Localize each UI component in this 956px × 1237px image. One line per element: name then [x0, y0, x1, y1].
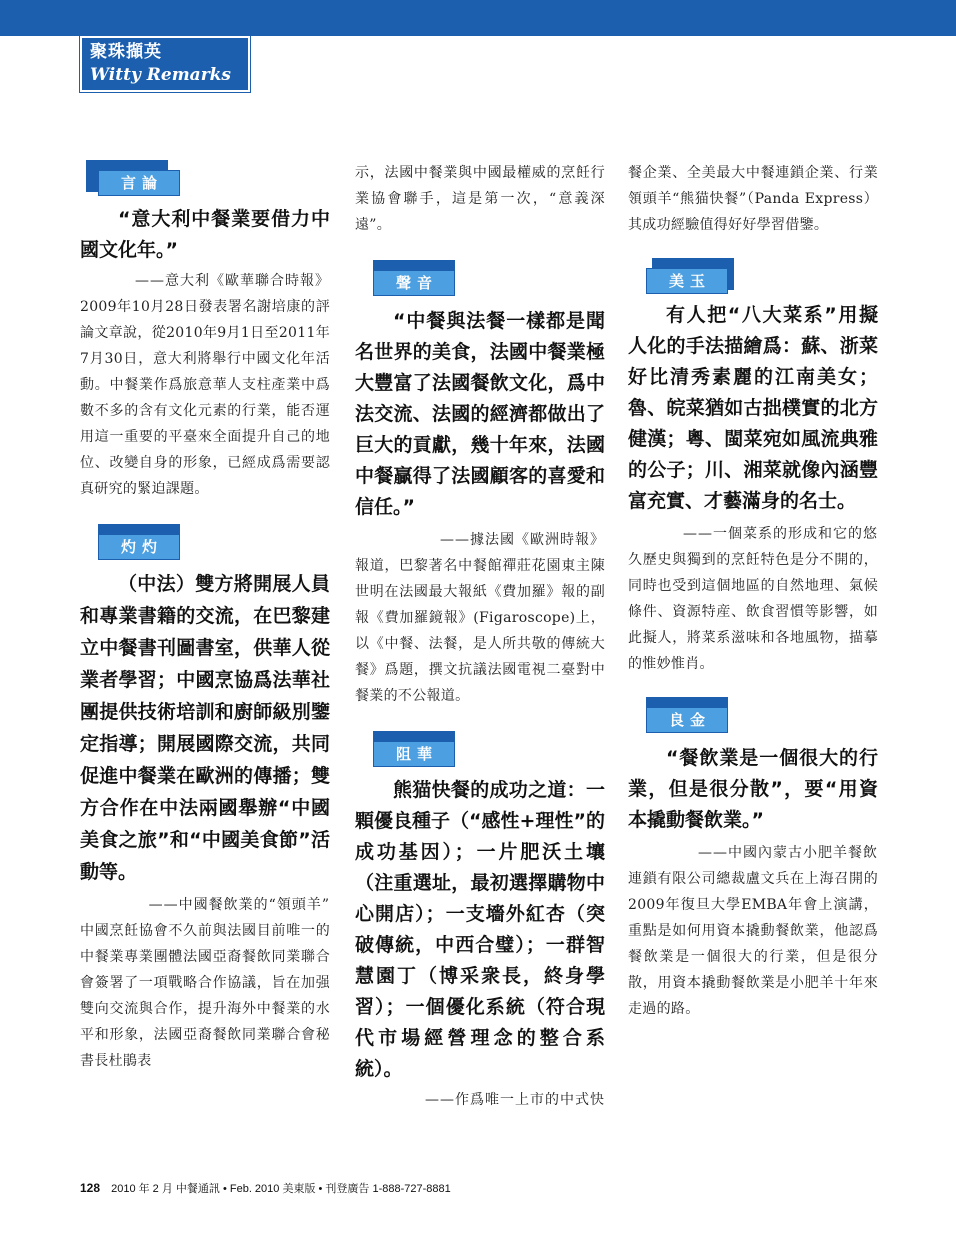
section-title-en: Witty Remarks [90, 65, 232, 85]
quote-sino-french: （中法）雙方將開展人員和專業書籍的交流，在巴黎建立中餐書刊圖書室，供華人從業者學習；中國烹協爲法華社團提供技術培訓和廚師級別鑒定指導；開展國際交流，共同促進中餐業在歐洲的傳播；雙方合作在中法兩國舉辦“中國美食之旅”和“中國美食節”活動等。 [80, 573, 330, 883]
source-cuisine: ——一個菜系的形成和它的悠 [683, 526, 878, 542]
column-3 [628, 160, 878, 1022]
body-cooperation: 中國烹飪協會不久前與法國目前唯一的中餐業專業團體法國亞裔餐飲同業聯合會簽署了一項戰略合作協議，旨在加强雙向交流與合作，提升海外中餐業的水平和形象，法國亞裔餐飲同業聯合會秘書長杜鵑表 [80, 923, 330, 1069]
quote-eight-cuisines: 有人把“八大菜系”用擬人化的手法描繪爲：蘇、浙菜好比清秀素麗的江南美女；魯、皖菜猶如古拙樸實的北方健漢；粵、閩菜宛如風流典雅的公子；川、湘菜就像內涵豐富充實、才藝滿身的名士。 [628, 304, 878, 512]
source-little-sheep: ——中國內蒙古小肥羊餐飲 [698, 845, 878, 861]
source-leader: ——中國餐飲業的“領頭羊” [148, 897, 330, 913]
tag-zhuozhuo [80, 524, 330, 566]
source-italy: ——意大利《歐華聯合時報》 [135, 273, 330, 289]
source-europe-times: ——據法國《歐洲時報》 [440, 532, 605, 548]
tag-meiyu [628, 258, 878, 300]
section-badge [80, 36, 250, 92]
body-little-sheep: 連鎖有限公司總裁盧文兵在上海召開的2009年復旦大學EMBA年會上演講，重點是如何用資本撬動餐飲業，他認爲餐飲業是一個很大的行業，但是很分散，用資本撬動餐飲業是小肥羊十年來走過的路。 [628, 871, 878, 1017]
tag-label: 良金 [646, 707, 728, 733]
column-1 [80, 160, 330, 1074]
section-title-zh: 聚珠擷英 [90, 42, 162, 62]
body-panda-continued: 餐企業、全美最大中餐連鎖企業、行業領頭羊“熊猫快餐”（Panda Express）其成功經驗值得好好學習借鑒。 [628, 165, 878, 233]
page-number: 128 [80, 1181, 101, 1195]
source-panda: ——作爲唯一上市的中式快 [425, 1092, 605, 1108]
top-band [0, 0, 956, 36]
tag-shengyin [355, 260, 605, 302]
body-figaro: 報道，巴黎著名中餐館禪莊花園東主陳世明在法國最大報紙《費加羅》報的副報《費加羅鏡報》(Figaroscope)上，以《中餐、法餐，是人所共敬的傳統大餐》爲題，撰文抗議法國電視二臺對中餐業的不公報道。 [355, 558, 605, 704]
tag-zuhua [355, 731, 605, 773]
tag-label: 灼灼 [98, 534, 180, 560]
footer-text: 2010 年 2 月 中餐通訊 • Feb. 2010 美東版 • 刊登廣告 1-888-727-8881 [111, 1183, 451, 1195]
quote-french-cuisine: “中餐與法餐一樣都是聞名世界的美食，法國中餐業極大豐富了法國餐飲文化，爲中法交流、法國的經濟都做出了巨大的貢獻，幾十年來，法國中餐贏得了法國顧客的喜愛和信任。” [355, 310, 605, 518]
body-continued: 示，法國中餐業與中國最權威的烹飪行業協會聯手，這是第一次，“意義深遠”。 [355, 165, 605, 233]
tag-label: 阻華 [373, 741, 455, 767]
quote-capital: “餐飲業是一個很大的行業，但是很分散”，要“用資本撬動餐飲業。” [628, 747, 878, 831]
body-cuisine: 久歷史與獨到的烹飪特色是分不開的，同時也受到這個地區的自然地理、氣候條件、資源特産、飲食習慣等影響，如此擬人，將菜系滋味和各地風物，描摹的惟妙惟肖。 [628, 552, 878, 672]
body-italy: 2009年10月28日發表署名謝培康的評論文章說，從2010年9月1日至2011年7月30日，意大利將舉行中國文化年活動。中餐業作爲旅意華人支柱產業中爲數不多的含有文化元素的行業，能否運用這一重要的平臺來全面提升自己的地位、改變自身的形象，已經成爲需要認真研究的緊迫課題。 [80, 299, 330, 497]
quote-panda-express: 熊猫快餐的成功之道：一顆優良種子（“感性+理性”的成功基因）；一片肥沃土壤（注重選址，最初選擇購物中心開店）；一支墻外紅杏（突破傳統，中西合璧）；一群智慧園丁（博采衆長，終身學習）；一個優化系統（符合現代市場經營理念的整合系統）。 [355, 779, 605, 1080]
page-footer [80, 1180, 451, 1196]
tag-yanlun [80, 160, 330, 202]
column-2 [355, 160, 605, 1113]
tag-label: 聲音 [373, 270, 455, 296]
quote-italy: “意大利中餐業要借力中國文化年。” [80, 208, 330, 261]
tag-liangjin [628, 697, 878, 739]
tag-label: 言論 [98, 170, 180, 196]
tag-label: 美玉 [646, 268, 728, 294]
